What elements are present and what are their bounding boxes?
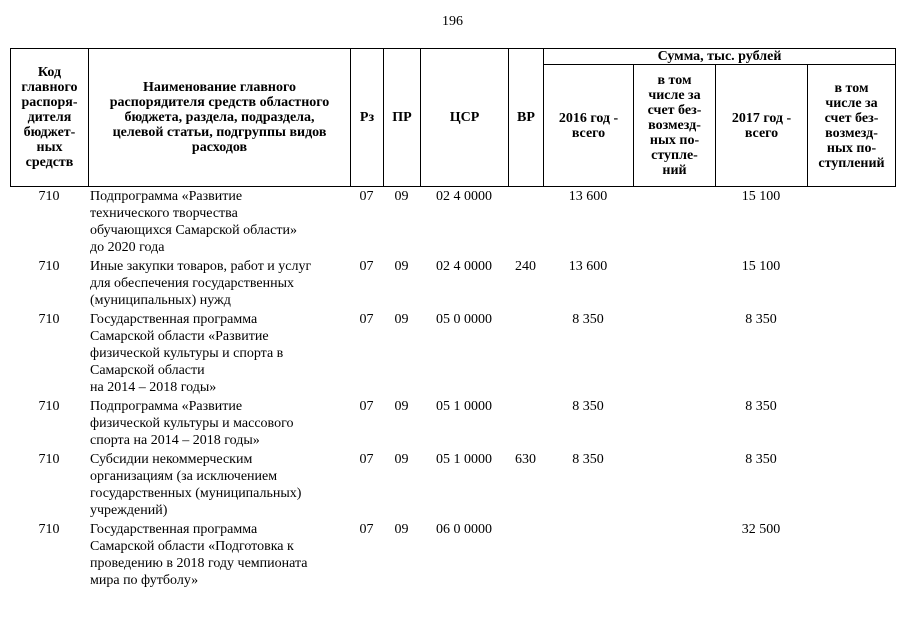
row-code: 710 [38, 399, 60, 414]
row-name: Иные закупки товаров, работ и услуг для обеспечения государственных (муниципальных) нужд [90, 259, 312, 308]
row-vr [508, 188, 543, 258]
row-csr: 05 0 0000 [436, 312, 492, 327]
header-vr: ВР [509, 49, 544, 187]
row-csr: 05 1 0000 [436, 399, 492, 414]
row-2016-free [633, 188, 715, 258]
row-rz: 07 [359, 259, 374, 274]
header-rz: Рз [351, 49, 384, 187]
row-name: Субсидии некоммерческим организациям (за исключением государственных (муниципальных) учреждений) [90, 452, 302, 518]
row-code: 710 [38, 452, 60, 467]
row-pr: 09 [394, 259, 409, 274]
row-2017-free [807, 258, 895, 311]
header-2016-total: 2016 год - всего [544, 65, 634, 187]
row-2017-total: 32 500 [741, 522, 781, 537]
row-2017-total: 8 350 [745, 399, 777, 414]
row-2017-total: 15 100 [741, 189, 781, 204]
table-row [10, 258, 895, 311]
row-2017-free [807, 311, 895, 398]
row-code: 710 [38, 522, 60, 537]
header-2017-free: в том числе за счет без- возмезд- ных по- ступлений [808, 65, 896, 187]
row-rz: 07 [359, 452, 374, 467]
page-number: 196 [442, 14, 463, 29]
row-2016-total: 8 350 [572, 452, 604, 467]
row-2016-total: 8 350 [572, 312, 604, 327]
row-pr: 09 [394, 312, 409, 327]
row-csr: 02 4 0000 [436, 189, 492, 204]
row-2016-total: 8 350 [572, 399, 604, 414]
row-vr: 630 [515, 452, 536, 467]
header-csr: ЦСР [421, 49, 509, 187]
header-sum: Сумма, тыс. рублей [544, 49, 896, 65]
header-name: Наименование главного распорядителя средств областного бюджета, раздела, подраздела, целевой статьи, подгруппы видов расходов [89, 49, 351, 187]
row-2016-free [633, 311, 715, 398]
row-name: Государственная программа Самарской области «Развитие физической культуры и спорта в Самарской области на 2014 – 2018 годы» [90, 312, 284, 395]
row-2017-total: 8 350 [745, 312, 777, 327]
row-pr: 09 [394, 399, 409, 414]
table-row [10, 521, 895, 591]
row-vr: 240 [515, 259, 536, 274]
row-rz: 07 [359, 522, 374, 537]
row-rz: 07 [359, 399, 374, 414]
row-name: Подпрограмма «Развитие технического творчества обучающихся Самарской области» до 2020 года [90, 189, 297, 255]
row-2016-total: 13 600 [568, 189, 608, 204]
table-row [10, 398, 895, 451]
row-pr: 09 [394, 522, 409, 537]
header-code: Код главного распоря- дителя бюджет- ных средств [11, 49, 89, 187]
row-csr: 02 4 0000 [436, 259, 492, 274]
row-code: 710 [38, 189, 60, 204]
row-rz: 07 [359, 312, 374, 327]
budget-table-body [10, 188, 895, 591]
row-code: 710 [38, 259, 60, 274]
row-2017-free [807, 398, 895, 451]
table-row [10, 311, 895, 398]
row-2016-free [633, 521, 715, 591]
header-2017-total: 2017 год - всего [716, 65, 808, 187]
table-row [10, 188, 895, 258]
row-vr [508, 521, 543, 591]
row-csr: 06 0 0000 [436, 522, 492, 537]
row-2017-free [807, 521, 895, 591]
row-2016-free [633, 451, 715, 521]
row-code: 710 [38, 312, 60, 327]
row-2017-total: 15 100 [741, 259, 781, 274]
row-2017-total: 8 350 [745, 452, 777, 467]
row-pr: 09 [394, 452, 409, 467]
row-pr: 09 [394, 189, 409, 204]
table-header [10, 48, 896, 187]
row-2017-free [807, 188, 895, 258]
row-vr [508, 398, 543, 451]
row-2017-free [807, 451, 895, 521]
table-row [10, 451, 895, 521]
row-name: Государственная программа Самарской области «Подготовка к проведению в 2018 году чемпионата мира по футболу» [90, 522, 308, 588]
row-2016-free [633, 258, 715, 311]
table-rows [10, 188, 895, 591]
row-rz: 07 [359, 189, 374, 204]
row-name: Подпрограмма «Развитие физической культуры и массового спорта на 2014 – 2018 годы» [90, 399, 294, 448]
row-2016-total: 13 600 [568, 259, 608, 274]
row-2016-total [543, 521, 633, 591]
row-2016-free [633, 398, 715, 451]
row-vr [508, 311, 543, 398]
row-csr: 05 1 0000 [436, 452, 492, 467]
header-2016-free: в том числе за счет без- возмезд- ных по- ступле- ний [634, 65, 716, 187]
header-pr: ПР [384, 49, 421, 187]
